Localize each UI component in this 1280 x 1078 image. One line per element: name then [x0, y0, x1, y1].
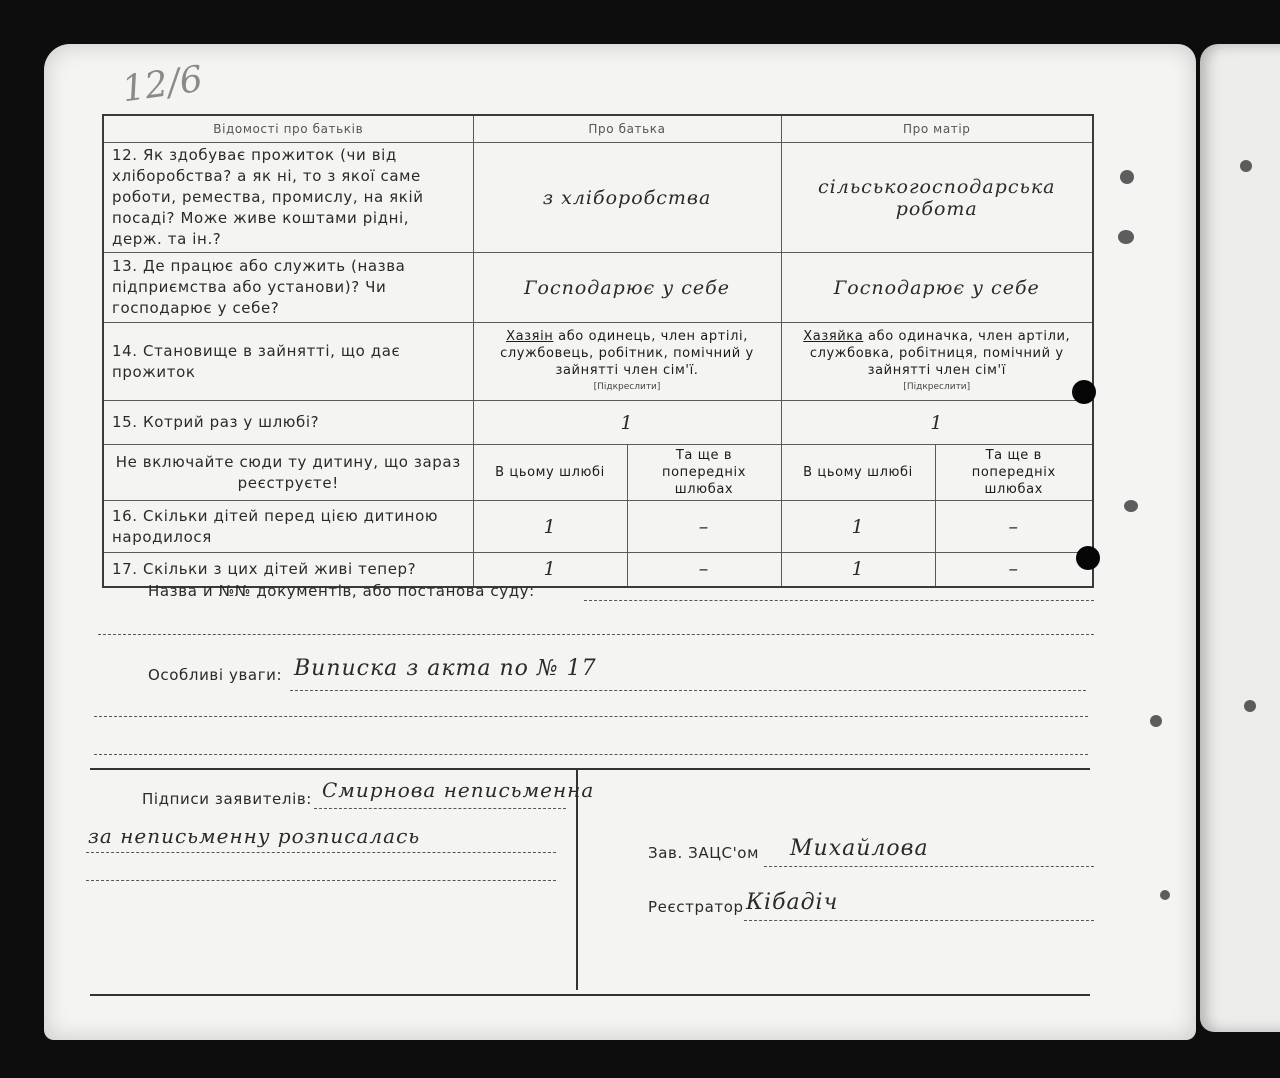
father-status-note: [Підкреслити] [593, 381, 661, 392]
answer-13-mother: Господарює у себе [833, 276, 1040, 299]
remarks-handwriting: Виписка з акта по № 17 [294, 656, 597, 681]
answer-17-father-this: 1 [543, 558, 557, 581]
father-status-options: або одинець, член артілі, службовець, робітник, помічний у зайнятті член сім'ї. [500, 328, 754, 378]
answer-16-father-this: 1 [543, 515, 557, 538]
header-info: Відомості про батьків [103, 115, 473, 143]
table-row [103, 501, 1093, 553]
punch-hole [1072, 380, 1096, 404]
subheader-father-this: В цьому шлюбі [473, 445, 627, 501]
head-line [764, 866, 1094, 867]
answer-17-mother-prev: – [1008, 558, 1019, 581]
answer-12-father: з хліборобства [542, 186, 712, 209]
stain [1240, 160, 1252, 172]
question-15: 15. Котрий раз у шлюбі? [103, 401, 473, 445]
answer-12-mother: сільськогосподарська робота [818, 175, 1056, 220]
signatures-line-2 [86, 852, 556, 853]
stain [1120, 170, 1134, 184]
table-row [103, 253, 1093, 323]
documents-label: Назва и №№ документів, або постанова суду: [148, 582, 535, 600]
answer-13-father: Господарює у себе [523, 276, 731, 299]
question-16: 16. Скільки дітей перед цією дитиною народилося [103, 501, 473, 553]
stain [1124, 500, 1138, 512]
mother-status-underlined: Хазяйка [803, 328, 864, 344]
documents-line-2 [98, 634, 1094, 635]
children-note: Не включайте сюди ту дитину, що зараз реєструєте! [103, 445, 473, 501]
document-page [44, 44, 1196, 1040]
remarks-line-3 [94, 754, 1088, 755]
registrar-line [744, 920, 1094, 921]
answer-15-father: 1 [620, 411, 634, 434]
mother-status-options: або одиначка, член артіли, службовка, робітниця, помічний у зайнятті член сім'ї [809, 328, 1071, 378]
bottom-line [90, 994, 1090, 996]
header-mother: Про матір [781, 115, 1093, 143]
answer-16-mother-this: 1 [851, 515, 865, 538]
header-father: Про батька [473, 115, 781, 143]
father-status-underlined: Хазяін [506, 328, 554, 344]
registrar-label: Реєстратор [648, 898, 744, 916]
parents-info-table [102, 114, 1094, 588]
answer-14-father [473, 323, 781, 401]
answer-16-mother-prev: – [1008, 515, 1019, 538]
answer-17-mother-this: 1 [851, 558, 865, 581]
punch-hole [1076, 546, 1100, 570]
stain [1160, 890, 1170, 900]
adjacent-page [1200, 44, 1280, 1032]
table-row [103, 323, 1093, 401]
table-header-row [103, 115, 1093, 143]
table-row [103, 143, 1093, 253]
remarks-label: Особливі уваги: [148, 666, 283, 684]
subheader-mother-prev: Та ще в попередніх шлюбах [935, 445, 1093, 501]
stain [1118, 230, 1134, 244]
stain [1150, 715, 1162, 727]
signatures-handwriting: Смирнова неписьменна [322, 778, 595, 802]
signature-column-divider [576, 770, 578, 990]
signatures-label: Підписи заявителів: [142, 790, 312, 808]
head-label: Зав. ЗАЦС'ом [648, 844, 759, 862]
signatures-line-3 [86, 880, 556, 881]
signatures-line [314, 808, 566, 809]
question-13: 13. Де працює або служить (назва підприємства або установи)? Чи господарює у себе? [103, 253, 473, 323]
remarks-line [290, 690, 1086, 691]
stain [1244, 700, 1256, 712]
table-row [103, 445, 1093, 501]
answer-15-mother: 1 [930, 411, 944, 434]
registrar-signature: Кібадіч [746, 890, 839, 915]
answer-14-mother [781, 323, 1093, 401]
answer-17-father-prev: – [698, 558, 710, 581]
subheader-mother-this: В цьому шлюбі [781, 445, 935, 501]
question-17: 17. Скільки з цих дітей живі тепер? [103, 553, 473, 587]
signatures-handwriting-2: за неписьменну розписалась [88, 824, 421, 848]
signature-divider [90, 768, 1090, 770]
head-signature: Михайлова [790, 836, 929, 861]
question-14: 14. Становище в зайнятті, що дає прожиток [103, 323, 473, 401]
documents-line [584, 600, 1094, 601]
mother-status-note: [Підкреслити] [903, 381, 971, 392]
remarks-line-2 [94, 716, 1088, 717]
page-number: 12/6 [119, 58, 206, 111]
question-12: 12. Як здобуває прожиток (чи від хліборобства? а як ні, то з якої саме роботи, ремества, промислу, на якій посаді? Може живе коштами рідні, держ. та ін.? [103, 143, 473, 253]
answer-16-father-prev: – [698, 515, 710, 538]
subheader-father-prev: Та ще в попередніх шлюбах [627, 445, 781, 501]
table-row [103, 401, 1093, 445]
